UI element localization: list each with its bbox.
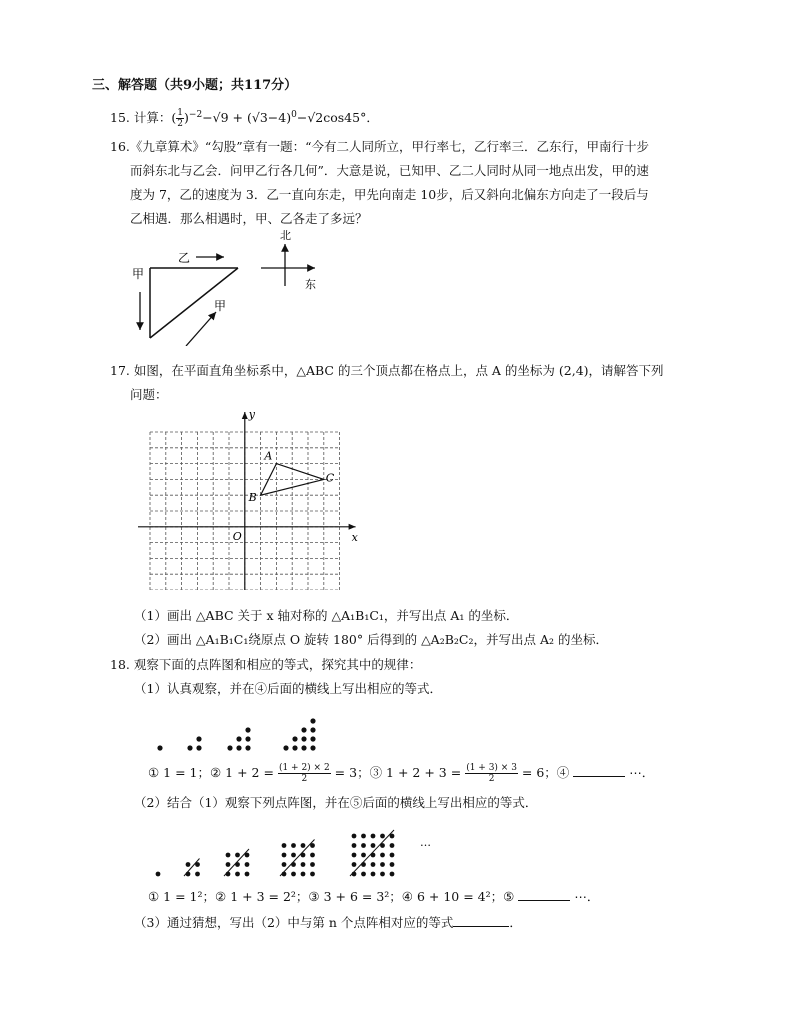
square-dot (380, 853, 385, 858)
square-dot (352, 843, 357, 848)
square-dot (310, 862, 315, 867)
triangular-dot (310, 727, 315, 732)
square-dot (291, 872, 296, 877)
q17-sub2: （2）画出 △A₁B₁C₁绕原点 O 旋转 180° 后得到的 △A₂B₂C₂，并写出点 A₂ 的坐标． (134, 632, 608, 647)
square-dot (301, 862, 306, 867)
square-dot (291, 843, 296, 848)
q15-term2: −√9 + (√3−4) (202, 110, 292, 126)
point-a-label: A (264, 449, 273, 463)
square-dot (282, 853, 287, 858)
triangular-dot (310, 745, 315, 750)
square-dot (195, 872, 200, 877)
q18-sub1: （1）认真观察，并在④后面的横线上写出相应的等式． (134, 681, 442, 696)
triangular-dot (283, 745, 288, 750)
q17-line-2: 问题： (130, 387, 168, 402)
triangular-dot (236, 745, 241, 750)
triangular-dot (245, 736, 250, 741)
q16-line-1: 16.《九章算术》“勾股”章有一题：“今有二人同所立，甲行率七，乙行率三．乙东行，甲南行十步 (110, 139, 650, 154)
square-dot (310, 872, 315, 877)
square-dot (352, 853, 357, 858)
triangular-dot (196, 745, 201, 750)
square-dot (390, 872, 395, 877)
q18-sub3 (134, 912, 522, 934)
q15-label: 计算： (133, 110, 172, 126)
point-c-label: C (325, 471, 335, 485)
triangular-dot (292, 736, 297, 741)
q15-number: 15. (110, 110, 130, 126)
triangular-dot (245, 727, 250, 732)
square-dot (361, 843, 366, 848)
q18-answer-blank-n[interactable] (453, 914, 509, 927)
q18-equation-a (148, 762, 654, 784)
square-dot (186, 862, 191, 867)
triangular-dot (310, 718, 315, 723)
square-dot (361, 834, 366, 839)
square-dot (361, 862, 366, 867)
q18-sub2: （2）结合（1）观察下列点阵图，并在⑤后面的横线上写出相应的等式． (134, 795, 538, 810)
y-axis-label: y (248, 408, 256, 421)
q15-half-fraction (176, 108, 184, 129)
q15-half-den: 2 (177, 119, 184, 130)
square-dot (235, 872, 240, 877)
origin-label: O (232, 529, 242, 543)
triangular-dot (227, 745, 232, 750)
q18-triangular-dot-arrays (150, 700, 340, 756)
q17-sub1: （1）画出 △ABC 关于 x 轴对称的 △A₁B₁C₁，并写出点 A₁ 的坐标． (134, 608, 519, 623)
triangular-dot (196, 736, 201, 741)
square-dot (352, 834, 357, 839)
point-b-label: B (248, 491, 257, 505)
triangular-dot (245, 745, 250, 750)
q18-eqB-tail: ⋯． (574, 889, 600, 904)
q18-eqA-tail: ⋯． (629, 765, 655, 780)
square-dot (371, 872, 376, 877)
q16-label-yi: 乙 (178, 251, 191, 265)
triangular-dot (292, 745, 297, 750)
q18-eqA-part3: = 6；④ (521, 765, 570, 780)
square-dot (380, 834, 385, 839)
q16-line-2: 而斜东北与乙会．问甲乙行各几何”．大意是说，已知甲、乙二人同时从同一地点出发，甲的速 (130, 163, 649, 178)
q15-term3: −√2cos45°． (296, 110, 379, 126)
square-dot (380, 862, 385, 867)
q18-line-1: 18. 观察下面的点阵图和相应的等式，探究其中的规律： (110, 657, 422, 672)
x-axis-arrowhead (349, 524, 356, 530)
square-dot (301, 843, 306, 848)
triangular-dot (236, 736, 241, 741)
q16-line-3: 度为 7，乙的速度为 3．乙一直向东走，甲先向南走 10步，后又斜向北偏东方向走了一段后与 (130, 187, 649, 202)
square-dot (361, 872, 366, 877)
square-dot (226, 862, 231, 867)
q18-eqA-fraction-1 (278, 763, 331, 784)
q18-sub3-text: （3）通过猜想，写出（2）中与第 n 个点阵相对应的等式 (134, 915, 454, 930)
triangular-dot (310, 736, 315, 741)
triangular-dot (301, 727, 306, 732)
square-dot (245, 872, 250, 877)
compass-north-label: 北 (280, 229, 291, 242)
compass-figure (255, 226, 327, 294)
square-dot (310, 853, 315, 858)
x-axis-label: x (351, 530, 358, 544)
triangular-dot (301, 745, 306, 750)
q18-eqA-f1-den: 2 (301, 774, 308, 784)
square-dot (390, 843, 395, 848)
q16-line-4: 乙相遇．那么相遇时，甲、乙各走了多远？ (130, 211, 368, 226)
compass-east-label: 东 (305, 278, 316, 291)
q18-answer-blank-4[interactable] (573, 764, 625, 777)
q17-coordinate-grid (136, 406, 362, 590)
q18-eqA-f2-den: 2 (488, 774, 495, 784)
square-dot (235, 853, 240, 858)
q18-answer-blank-5[interactable] (518, 888, 570, 901)
q16-arrow-northeast (186, 312, 216, 346)
square-dot (226, 853, 231, 858)
q18-eqB-text: ① 1 = 1²；② 1 + 3 = 2²；③ 3 + 6 = 3²；④ 6 + 10 = 4²；⑤ (148, 889, 515, 904)
square-dot (371, 843, 376, 848)
square-dot (390, 853, 395, 858)
square-dot (390, 862, 395, 867)
square-dot (245, 862, 250, 867)
q18-sub3-end: ． (509, 915, 522, 930)
square-dot (291, 853, 296, 858)
q18-eqA-part1: ① 1 = 1；② 1 + 2 = (148, 765, 274, 780)
section-title: 三、解答题（共9小题；共117分） (92, 78, 298, 93)
q15-exp-neg2: −2 (188, 110, 203, 120)
y-axis-arrowhead (242, 412, 248, 419)
q18-eqA-f1-num: (1 + 2) × 2 (278, 763, 330, 773)
q18-eqA-f2-num: (1 + 3) × 3 (466, 763, 517, 773)
square-dot (282, 862, 287, 867)
square-dot (156, 872, 161, 877)
q15: 15. 计算：( $\frac{1}{2}$ )$^{-2}-√9 + (√3-4)^0-√2\cos 45^\circ$． (110, 108, 379, 130)
triangular-dot (301, 736, 306, 741)
q18-eqA-part2: = 3；③ 1 + 2 + 3 = (334, 765, 462, 780)
q15-half-num: 1 (177, 108, 184, 119)
q18-square-dot-arrays (150, 814, 440, 886)
square-dot (352, 862, 357, 867)
q18-eqA-fraction-2 (465, 763, 518, 784)
q18-equation-b (148, 886, 599, 908)
square-dot (371, 862, 376, 867)
q18-dot-array-ellipsis: … (420, 836, 431, 849)
triangular-dot (187, 745, 192, 750)
q15-exp0: 0 (291, 110, 297, 120)
square-dot (371, 834, 376, 839)
q16-label-jia-left: 甲 (132, 267, 145, 281)
q16-label-jia-diag: 甲 (214, 299, 227, 313)
square-dot (380, 872, 385, 877)
square-dot (361, 853, 366, 858)
q17-line-1: 17. 如图，在平面直角坐标系中，△ABC 的三个顶点都在格点上，点 A 的坐标为 (2,4)，请解答下列 (110, 363, 664, 378)
square-dot (301, 872, 306, 877)
square-dot (282, 843, 287, 848)
triangular-dot (157, 745, 162, 750)
